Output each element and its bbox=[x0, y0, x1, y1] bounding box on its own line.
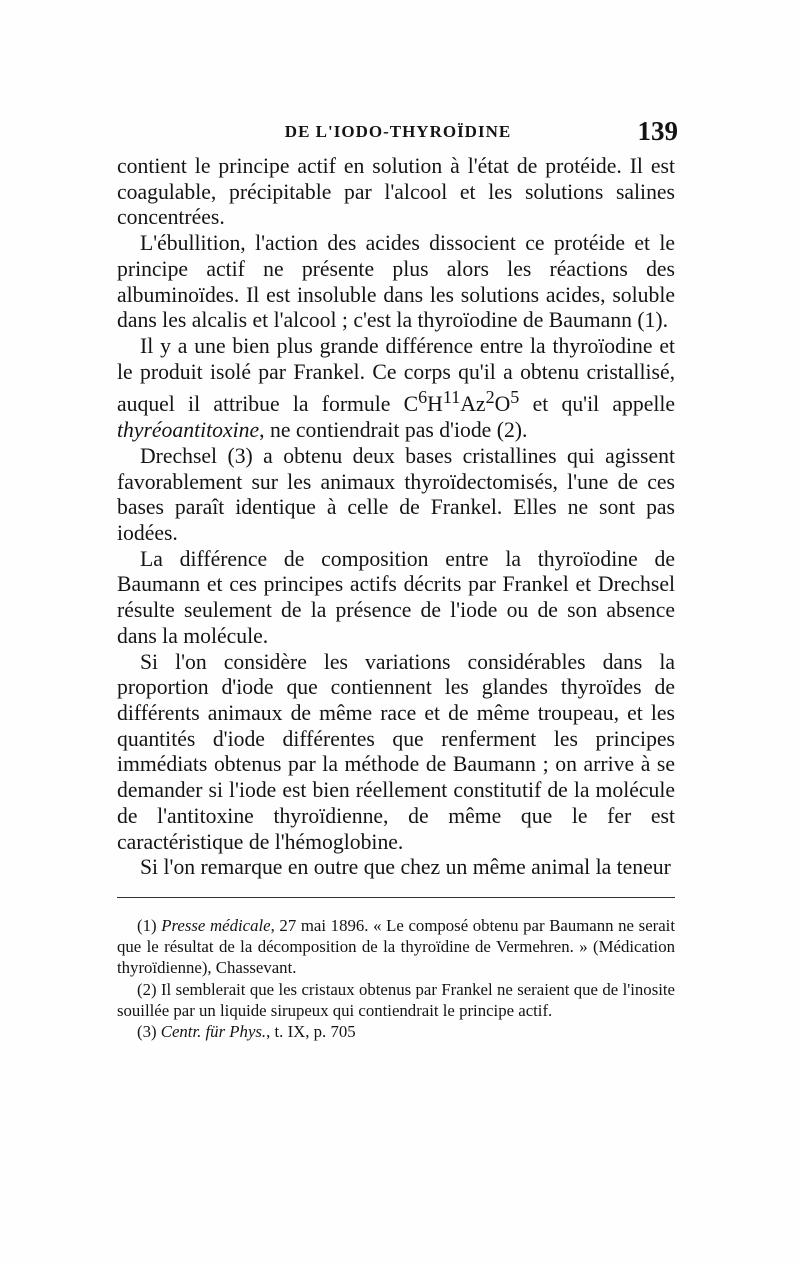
footnote-1: (1) Presse médicale, 27 mai 1896. « Le composé obtenu par Baumann ne serait que le résultat de la décomposition de la thyroïdine de Vermehren. » (Médication thyroïdienne), Chassevant. bbox=[117, 916, 675, 978]
footnote-3: (3) Centr. für Phys., t. IX, p. 705 bbox=[137, 1022, 356, 1042]
paragraph-6: Si l'on considère les variations considérables dans la proportion d'iode que contiennent les glandes thyroïdes de différents animaux de même race et de même troupeau, et les quantités d'iode différentes que renferment les principes immédiats obtenus par la méthode de Baumann ; on arrive à se demander si l'iode est bien réellement constitutif de la molécule de l'antitoxine thyroïdienne, de même que le fer est caractéristique de l'hémoglobine. bbox=[117, 649, 675, 854]
page-number: 139 bbox=[637, 116, 678, 146]
paragraph-2: L'ébullition, l'action des acides dissocient ce protéide et le principe actif ne présente plus alors les réactions des albuminoïdes. Il est insoluble dans les solutions acides, soluble dans les alcalis et l'alcool ; c'est la thyroïodine de Baumann (1). bbox=[117, 231, 675, 333]
footnote-divider bbox=[117, 897, 675, 898]
formula-superscript: 5 bbox=[510, 387, 520, 408]
formula-superscript: 2 bbox=[485, 387, 495, 408]
running-head bbox=[118, 116, 678, 148]
formula-superscript: 11 bbox=[442, 387, 461, 408]
paragraph-3: Il y a une bien plus grande différence entre la thyroïodine et le produit isolé par Frankel. Ce corps qu'il a obtenu cristallisé, auquel il attribue la formule $C^6H^{11}Az^2O^5$ et qu'il appelle thyréoantitoxine, ne contiendrait pas d'iode (2). bbox=[117, 333, 675, 443]
paragraph-5: La différence de composition entre la thyroïodine de Baumann et ces principes actifs décrits par Frankel et Drechsel résulte seulement de la présence de l'iode ou de son absence dans la molécule. bbox=[117, 546, 675, 648]
paragraph-4: Drechsel (3) a obtenu deux bases cristallines qui agissent favorablement sur les animaux thyroïdectomisés, l'une de ces bases paraît identique à celle de Frankel. Elles ne sont pas iodées. bbox=[117, 443, 675, 546]
footnote-2: (2) Il semblerait que les cristaux obtenus par Frankel ne seraient que de l'inosite souillée par un liquide sirupeux qui contiendrait le principe actif. bbox=[117, 979, 675, 1020]
running-title: DE L'IODO-THYROÏDINE bbox=[284, 122, 512, 141]
paragraph-1: contient le principe actif en solution à l'état de protéide. Il est coagulable, précipitable par l'alcool et les solutions salines concentrées. bbox=[117, 154, 675, 230]
formula-superscript: 6 bbox=[418, 387, 428, 408]
footnotes bbox=[117, 915, 675, 1042]
body-text bbox=[117, 154, 675, 881]
paragraph-7: Si l'on remarque en outre que chez un même animal la teneur bbox=[140, 855, 671, 880]
italic-term: thyréoantitoxine bbox=[117, 418, 260, 443]
